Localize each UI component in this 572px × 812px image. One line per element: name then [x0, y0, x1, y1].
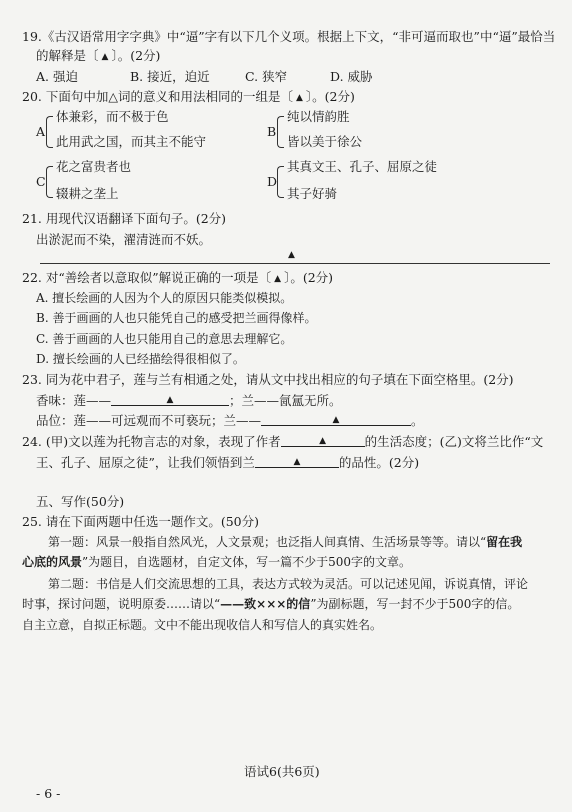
q24-blank-2[interactable]	[255, 455, 339, 468]
q25-topic2-line2-c: ”为副标题，写一封不少于500字的信。	[310, 597, 520, 611]
q24-line1-b: 的生活态度；(乙)文将兰比作“文	[364, 434, 544, 449]
q19-stem-line2	[36, 48, 160, 65]
q20-option-b-line1: 纯以情韵胜	[287, 109, 350, 124]
q19-option-b: B. 接近，迫近	[130, 69, 210, 84]
q20-option-b-line2: 皆以美于徐公	[287, 134, 363, 149]
q20-stem-b: 〕。(2分)	[305, 89, 355, 104]
q20-option-c-line1: 花之富贵者也	[56, 159, 132, 174]
section-heading-writing: 五、写作(50分)	[36, 494, 125, 509]
q22-stem	[22, 270, 333, 287]
footer-page-info: 语试6(共6页)	[244, 764, 320, 779]
q21-answer-line	[40, 250, 550, 264]
q20-option-d-line2: 其子好骑	[287, 186, 338, 201]
q25-topic1-line1-a: 第一题：风景一般指自然风光，人文景观；也泛指人间真情、生活场景等等。请以“	[48, 535, 487, 549]
q25-topic2-subtitle: ——致×××的信	[220, 597, 311, 611]
q23-row2-b: 。	[411, 413, 424, 428]
q20-option-a-label: A	[36, 124, 46, 139]
brace-icon	[277, 116, 284, 148]
answer-triangle-icon: ▲	[166, 395, 174, 405]
answer-triangle-icon: ▲	[288, 250, 295, 260]
q19-option-d: D. 威胁	[330, 69, 373, 84]
q22-stem-b: 〕。(2分)	[284, 270, 334, 285]
q19-option-a: A. 强迫	[36, 69, 78, 84]
q23-row1-b: ；兰——氤氲无所。	[229, 393, 342, 408]
q25-topic2-line2	[22, 596, 519, 612]
q24-line2-a: 王、孔子、屈原之徒”，让我们领悟到兰	[36, 455, 255, 470]
q20-option-a-line1: 体兼彩，而不极于色	[56, 109, 169, 124]
q22-option-a: A. 擅长绘画的人因为个人的原因只能类似模拟。	[36, 291, 293, 305]
q23-stem: 23. 同为花中君子，莲与兰有相通之处，请从文中找出相应的句子填在下面空格里。(2分)	[22, 372, 514, 387]
q25-topic1-line2	[22, 554, 411, 570]
q20-option-c-label: C	[36, 174, 46, 189]
q19-stem-a: 的解释是〔	[36, 48, 99, 63]
q20-option-a-line2: 此用武之国，而其主不能守	[56, 134, 207, 149]
answer-triangle-icon: ▲	[295, 93, 303, 103]
q20-option-d-line1: 其真文王、孔子、屈原之徒	[287, 159, 438, 174]
q24-line2	[36, 455, 419, 471]
q25-topic1-line2-b: ”为题目，自选题材，自定文体，写一篇不少于500字的文章。	[82, 555, 412, 569]
q22-option-d: D. 擅长绘画的人已经描绘得很相似了。	[36, 352, 245, 366]
q23-blank-2[interactable]	[261, 413, 411, 426]
q24-line2-b: 的品性。(2分)	[338, 455, 420, 470]
q23-blank-1[interactable]	[111, 393, 229, 406]
q19-stem-line1: 19.《古汉语常用字字典》中“逼”字有以下几个义项。根据上下文，“非可逼而取也”中“逼”最恰当	[22, 29, 556, 44]
q22-option-b: B. 善于画画的人也只能凭自己的感受把兰画得像样。	[36, 311, 317, 325]
footer-page-number: - 6 -	[36, 786, 61, 801]
q25-topic2-line2-a: 时事，探讨问题，说明原委……请以“	[22, 597, 221, 611]
q20-option-b-label: B	[267, 124, 277, 139]
q25-stem: 25. 请在下面两题中任选一题作文。(50分)	[22, 514, 260, 529]
q21-sentence: 出淤泥而不染，濯清涟而不妖。	[36, 232, 212, 247]
q23-row2	[36, 413, 424, 429]
q23-row2-a: 品位：莲——可远观而不可亵玩；兰——	[36, 413, 262, 428]
q24-blank-1[interactable]	[281, 434, 365, 447]
q20-option-c-line2: 辍耕之垄上	[56, 186, 119, 201]
q22-stem-a: 22. 对“善绘者以意取似”解说正确的一项是〔	[22, 270, 272, 285]
q19-option-c: C. 狭窄	[245, 69, 288, 84]
q23-row1	[36, 393, 342, 409]
answer-triangle-icon: ▲	[293, 457, 301, 467]
answer-triangle-icon: ▲	[319, 436, 327, 446]
q20-stem	[22, 89, 355, 106]
q25-topic1-line1	[48, 534, 522, 550]
answer-triangle-icon: ▲	[101, 52, 109, 62]
q21-stem: 21. 用现代汉语翻译下面句子。(2分)	[22, 211, 227, 226]
q24-line1-a: 24. (甲)文以莲为托物言志的对象，表现了作者	[22, 434, 281, 449]
q20-stem-a: 20. 下面句中加△词的意义和用法相同的一组是〔	[22, 89, 293, 104]
brace-icon	[46, 166, 53, 198]
q25-topic1-title-a: 留在我	[486, 535, 523, 549]
q23-row1-a: 香味：莲——	[36, 393, 112, 408]
brace-icon	[46, 116, 53, 148]
q24-line1	[22, 434, 543, 450]
answer-triangle-icon: ▲	[332, 415, 340, 425]
q22-option-c: C. 善于画画的人也只能用自己的意思去理解它。	[36, 332, 293, 346]
q20-option-d-label: D	[267, 174, 278, 189]
q25-topic2-line1: 第二题：书信是人们交流思想的工具，表达方式较为灵活。可以记述见闻，诉说真情，评论	[48, 577, 529, 591]
brace-icon	[277, 166, 284, 198]
q19-stem-b: 〕。(2分)	[111, 48, 161, 63]
q25-topic2-line3: 自主立意，自拟正标题。文中不能出现收信人和写信人的真实姓名。	[22, 618, 383, 632]
q25-topic1-title-b: 心底的风景	[22, 555, 83, 569]
answer-triangle-icon: ▲	[274, 274, 282, 284]
